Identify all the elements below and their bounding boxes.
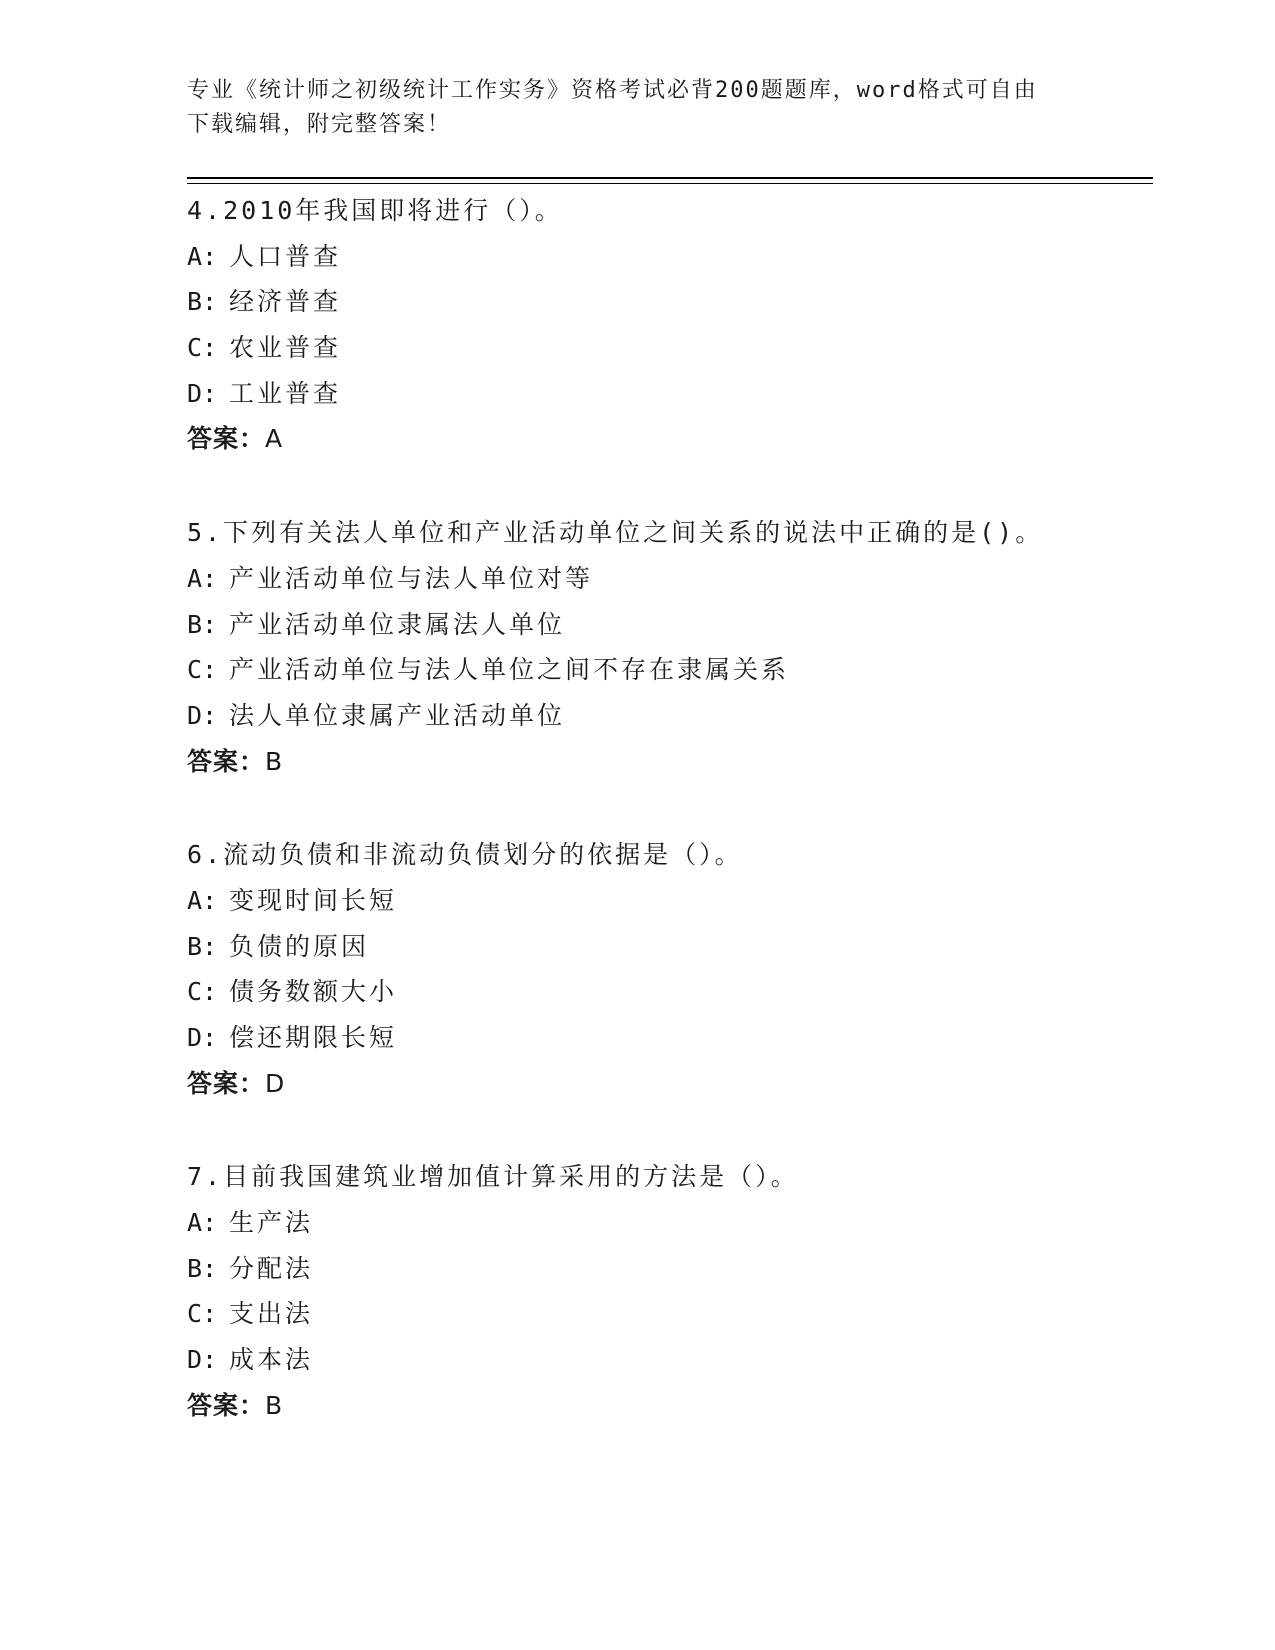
option-text: 负债的原因 (229, 931, 370, 961)
answer-line (187, 739, 1147, 785)
answer-label: 答案： (187, 1068, 266, 1098)
option-letter: D: (187, 1345, 218, 1375)
option-letter: C: (187, 1299, 218, 1329)
header-divider-thin (187, 183, 1153, 184)
option-c (187, 1291, 1147, 1337)
option-letter: D: (187, 700, 218, 730)
option-text: 农业普查 (229, 333, 342, 363)
option-c (187, 325, 1147, 371)
header-divider-thick (187, 177, 1153, 179)
option-letter: D: (187, 378, 218, 408)
option-d (187, 693, 1147, 739)
header-line-2: 下载编辑，附完整答案！ (187, 112, 452, 137)
option-text: 成本法 (229, 1345, 314, 1375)
option-text: 变现时间长短 (229, 885, 398, 915)
answer-value: B (265, 1390, 284, 1420)
option-a (187, 878, 1147, 924)
option-letter: C: (187, 333, 218, 363)
option-letter: D: (187, 1023, 218, 1052)
option-b (187, 602, 1147, 648)
header-line-1: 专业《统计师之初级统计工作实务》资格考试必背200题题库，word格式可自由 (187, 78, 1038, 103)
option-c (187, 969, 1147, 1015)
option-d (187, 1015, 1147, 1061)
question-item (187, 510, 1147, 784)
option-letter: B: (187, 931, 218, 961)
option-d (187, 1337, 1147, 1383)
option-c (187, 647, 1147, 693)
option-b (187, 924, 1147, 970)
option-letter: B: (187, 1253, 218, 1283)
question-stem: 7.目前我国建筑业增加值计算采用的方法是（）。 (187, 1162, 799, 1192)
question-item (187, 1154, 1147, 1428)
option-text: 分配法 (229, 1253, 314, 1283)
option-text: 产业活动单位隶属法人单位 (229, 609, 566, 639)
option-b (187, 1246, 1147, 1292)
answer-line (187, 416, 1147, 462)
option-letter: C: (187, 977, 218, 1007)
question-stem: 6.流动负债和非流动负债划分的依据是（）。 (187, 840, 743, 870)
option-letter: B: (187, 609, 218, 639)
option-letter: B: (187, 287, 218, 317)
answer-line (187, 1383, 1147, 1429)
option-text: 债务数额大小 (229, 977, 398, 1007)
answer-value: D (265, 1068, 286, 1098)
question-list (187, 188, 1147, 1477)
question-stem: 4.2010年我国即将进行（）。 (187, 196, 563, 225)
option-letter: A: (187, 1208, 218, 1238)
option-text: 支出法 (229, 1299, 314, 1329)
answer-label: 答案： (187, 746, 266, 776)
option-a (187, 234, 1147, 280)
document-header (187, 74, 1087, 142)
option-letter: A: (187, 885, 218, 915)
option-letter: A: (187, 563, 218, 593)
option-text: 经济普查 (229, 287, 342, 317)
answer-value: A (265, 424, 284, 454)
option-text: 产业活动单位与法人单位对等 (229, 563, 594, 593)
question-item (187, 188, 1147, 462)
option-a (187, 556, 1147, 602)
option-letter: C: (187, 655, 218, 685)
option-text: 生产法 (229, 1208, 314, 1238)
option-a (187, 1200, 1147, 1246)
answer-label: 答案： (187, 1390, 266, 1420)
option-d (187, 371, 1147, 417)
answer-value: B (265, 746, 284, 776)
answer-line (187, 1061, 1147, 1107)
answer-label: 答案： (187, 424, 266, 454)
option-text: 偿还期限长短 (229, 1023, 398, 1052)
option-text: 人口普查 (229, 241, 342, 271)
option-text: 法人单位隶属产业活动单位 (229, 700, 566, 730)
option-text: 工业普查 (229, 378, 342, 408)
option-text: 产业活动单位与法人单位之间不存在隶属关系 (229, 655, 790, 685)
option-letter: A: (187, 241, 218, 271)
question-stem: 5.下列有关法人单位和产业活动单位之间关系的说法中正确的是()。 (187, 518, 1044, 548)
option-b (187, 279, 1147, 325)
question-item (187, 832, 1147, 1106)
